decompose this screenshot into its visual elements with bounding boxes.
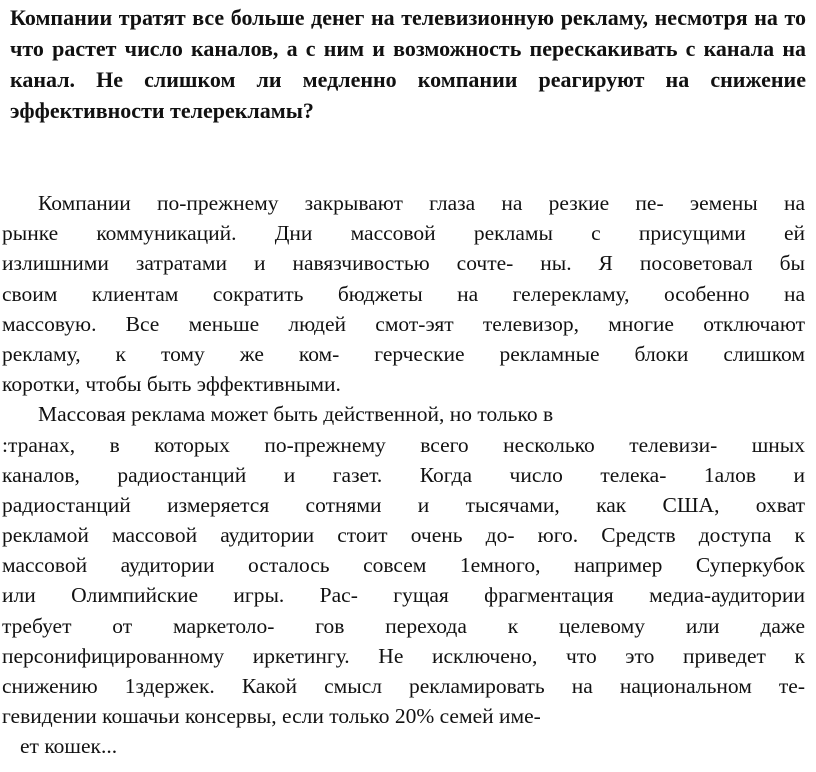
body-line: требует от маркетоло- гов перехода к целевому или даже: [2, 613, 805, 638]
body-line: Компании по-прежнему закрывают глаза на резкие пе- эемены на: [38, 191, 805, 215]
body-line: гевидении кошачьи консервы, если только 20% семей име-: [2, 704, 541, 729]
body-line: рекламу, к тому же ком- герческие рекламные блоки слишком: [2, 341, 805, 366]
body-line: :транах, в которых по-прежнему всего несколько телевизи- шных: [2, 432, 805, 457]
body-line: рынке коммуникаций. Дни массовой рекламы с присущими ей: [2, 221, 805, 246]
body-line: коротки, чтобы быть эффективными.: [2, 372, 341, 397]
body-line: каналов, радиостанций и газет. Когда число телека- 1алов и: [2, 462, 805, 487]
body-line: персонифицированному иркетингу. Не исключено, что это приведет к: [2, 643, 805, 668]
article-body: [2, 188, 805, 762]
body-line: рекламой массовой аудитории стоит очень до- юго. Средств доступа к: [2, 523, 805, 548]
body-line: излишними затратами и навязчивостью сочте- ны. Я посоветовал бы: [2, 251, 805, 276]
body-line: Массовая реклама может быть действенной, но только в: [38, 402, 554, 427]
body-line: радиостанций измеряется сотнями и тысячами, как США, охват: [2, 492, 805, 517]
body-line: массовую. Все меньше людей смот-эят телевизор, многие отключают: [2, 311, 805, 336]
body-line: снижению 1здержек. Какой смысл рекламировать на национальном те-: [2, 674, 805, 698]
body-line: ет кошек...: [20, 734, 118, 759]
body-line: массовой аудитории осталось совсем 1емного, например Суперкубок: [2, 553, 805, 578]
body-line: своим клиентам сократить бюджеты на гелерекламу, особенно на: [2, 281, 805, 306]
article-heading: Компании тратят все больше денег на телевизионную рекламу, несмотря на то что растет число каналов, а с ним и возможность перескакивать с канала на канал. Не слишком ли медленно компании реагируют на снижение эффективности телерекламы?: [10, 5, 806, 123]
body-line: или Олимпийские игры. Рас- гущая фрагментация медиа-аудитории: [2, 583, 805, 608]
